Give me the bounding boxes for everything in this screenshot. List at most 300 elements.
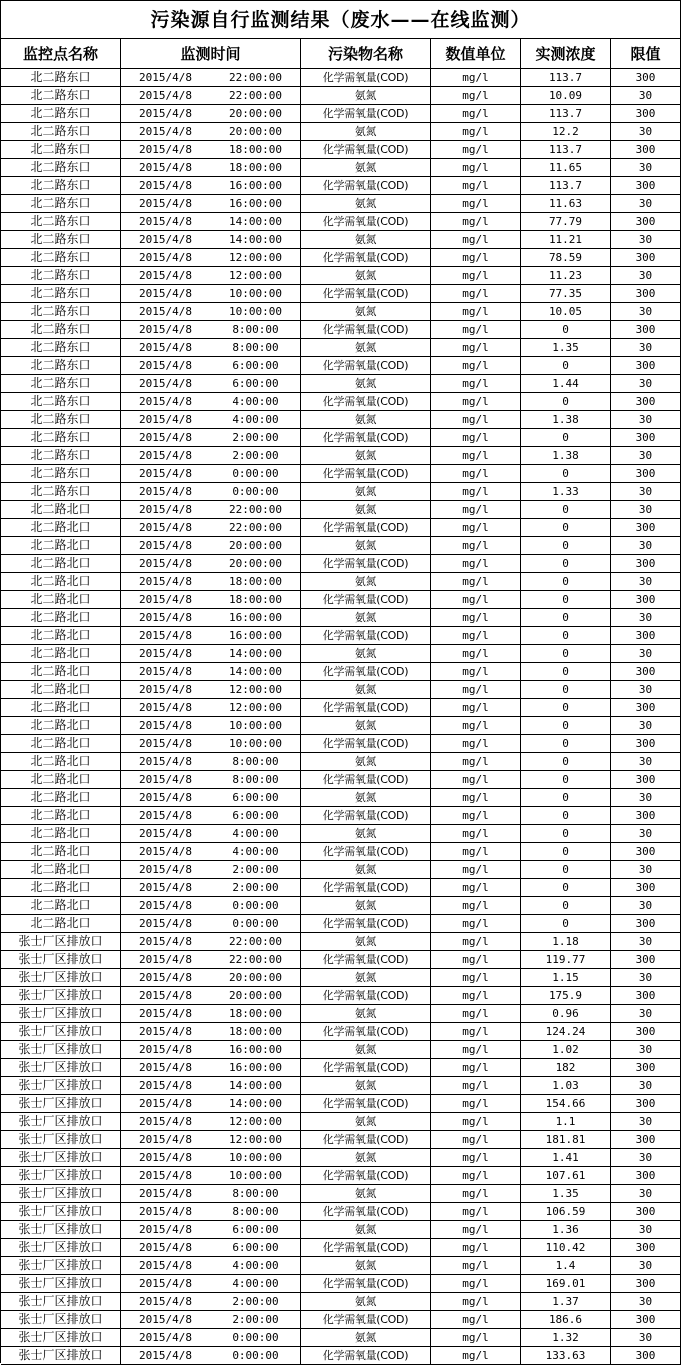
cell-date: 2015/4/8: [121, 231, 211, 249]
cell-pollutant: 化学需氧量(COD): [301, 555, 431, 573]
cell-value: 110.42: [521, 1239, 611, 1257]
cell-date: 2015/4/8: [121, 933, 211, 951]
table-row: [1, 897, 681, 915]
cell-limit: 30: [611, 1329, 681, 1347]
cell-value: 133.63: [521, 1347, 611, 1365]
cell-time: 2:00:00: [211, 1293, 301, 1311]
cell-limit: 300: [611, 69, 681, 87]
cell-pollutant: 氨氮: [301, 609, 431, 627]
cell-limit: 30: [611, 825, 681, 843]
table-row: [1, 555, 681, 573]
cell-date: 2015/4/8: [121, 897, 211, 915]
cell-date: 2015/4/8: [121, 753, 211, 771]
cell-time: 22:00:00: [211, 69, 301, 87]
table-row: [1, 1149, 681, 1167]
cell-unit: mg/l: [431, 1095, 521, 1113]
cell-time: 22:00:00: [211, 87, 301, 105]
cell-time: 0:00:00: [211, 1329, 301, 1347]
cell-limit: 300: [611, 555, 681, 573]
cell-site: 张士厂区排放口: [1, 1095, 121, 1113]
cell-unit: mg/l: [431, 573, 521, 591]
cell-pollutant: 化学需氧量(COD): [301, 735, 431, 753]
cell-site: 北二路北口: [1, 519, 121, 537]
cell-value: 11.23: [521, 267, 611, 285]
cell-value: 0: [521, 915, 611, 933]
cell-pollutant: 氨氮: [301, 501, 431, 519]
table-row: [1, 717, 681, 735]
cell-unit: mg/l: [431, 951, 521, 969]
table-row: [1, 1221, 681, 1239]
cell-limit: 300: [611, 987, 681, 1005]
cell-value: 10.05: [521, 303, 611, 321]
cell-limit: 300: [611, 285, 681, 303]
table-row: [1, 483, 681, 501]
cell-site: 北二路北口: [1, 609, 121, 627]
table-row: [1, 735, 681, 753]
cell-time: 4:00:00: [211, 825, 301, 843]
cell-limit: 300: [611, 1131, 681, 1149]
cell-value: 0: [521, 555, 611, 573]
cell-site: 张士厂区排放口: [1, 1185, 121, 1203]
cell-time: 8:00:00: [211, 321, 301, 339]
cell-site: 张士厂区排放口: [1, 1167, 121, 1185]
cell-limit: 300: [611, 1311, 681, 1329]
cell-time: 16:00:00: [211, 609, 301, 627]
cell-time: 12:00:00: [211, 267, 301, 285]
cell-unit: mg/l: [431, 1221, 521, 1239]
cell-time: 14:00:00: [211, 645, 301, 663]
cell-date: 2015/4/8: [121, 339, 211, 357]
cell-value: 77.79: [521, 213, 611, 231]
cell-limit: 30: [611, 753, 681, 771]
cell-site: 张士厂区排放口: [1, 1005, 121, 1023]
cell-value: 1.37: [521, 1293, 611, 1311]
cell-limit: 30: [611, 501, 681, 519]
table-row: [1, 915, 681, 933]
cell-site: 北二路东口: [1, 87, 121, 105]
cell-pollutant: 化学需氧量(COD): [301, 1347, 431, 1365]
table-row: [1, 645, 681, 663]
cell-pollutant: 氨氮: [301, 1221, 431, 1239]
cell-pollutant: 氨氮: [301, 861, 431, 879]
cell-date: 2015/4/8: [121, 375, 211, 393]
cell-unit: mg/l: [431, 1131, 521, 1149]
cell-pollutant: 氨氮: [301, 447, 431, 465]
cell-site: 北二路北口: [1, 897, 121, 915]
cell-time: 6:00:00: [211, 807, 301, 825]
cell-time: 10:00:00: [211, 303, 301, 321]
cell-date: 2015/4/8: [121, 969, 211, 987]
table-row: [1, 447, 681, 465]
cell-site: 张士厂区排放口: [1, 1077, 121, 1095]
cell-site: 张士厂区排放口: [1, 933, 121, 951]
table-row: [1, 393, 681, 411]
cell-time: 4:00:00: [211, 1257, 301, 1275]
cell-date: 2015/4/8: [121, 735, 211, 753]
cell-time: 10:00:00: [211, 717, 301, 735]
cell-pollutant: 氨氮: [301, 1329, 431, 1347]
table-header: [1, 39, 681, 69]
cell-unit: mg/l: [431, 555, 521, 573]
cell-limit: 30: [611, 861, 681, 879]
cell-date: 2015/4/8: [121, 717, 211, 735]
cell-unit: mg/l: [431, 447, 521, 465]
table-row: [1, 141, 681, 159]
cell-value: 0: [521, 645, 611, 663]
cell-time: 8:00:00: [211, 771, 301, 789]
cell-date: 2015/4/8: [121, 1023, 211, 1041]
cell-value: 1.32: [521, 1329, 611, 1347]
cell-value: 1.38: [521, 411, 611, 429]
table-row: [1, 771, 681, 789]
cell-date: 2015/4/8: [121, 519, 211, 537]
cell-unit: mg/l: [431, 735, 521, 753]
cell-pollutant: 化学需氧量(COD): [301, 393, 431, 411]
cell-date: 2015/4/8: [121, 1095, 211, 1113]
cell-date: 2015/4/8: [121, 159, 211, 177]
cell-date: 2015/4/8: [121, 501, 211, 519]
cell-site: 张士厂区排放口: [1, 1329, 121, 1347]
cell-date: 2015/4/8: [121, 447, 211, 465]
cell-unit: mg/l: [431, 213, 521, 231]
cell-unit: mg/l: [431, 411, 521, 429]
cell-date: 2015/4/8: [121, 1167, 211, 1185]
cell-value: 0: [521, 681, 611, 699]
cell-value: 1.35: [521, 339, 611, 357]
cell-value: 1.4: [521, 1257, 611, 1275]
cell-time: 14:00:00: [211, 1077, 301, 1095]
table-row: [1, 537, 681, 555]
cell-unit: mg/l: [431, 915, 521, 933]
table-row: [1, 879, 681, 897]
cell-pollutant: 化学需氧量(COD): [301, 105, 431, 123]
cell-date: 2015/4/8: [121, 1311, 211, 1329]
cell-pollutant: 氨氮: [301, 789, 431, 807]
cell-site: 张士厂区排放口: [1, 1347, 121, 1365]
cell-unit: mg/l: [431, 753, 521, 771]
table-row: [1, 339, 681, 357]
cell-value: 0: [521, 771, 611, 789]
cell-unit: mg/l: [431, 1149, 521, 1167]
cell-time: 18:00:00: [211, 159, 301, 177]
cell-site: 北二路北口: [1, 645, 121, 663]
cell-value: 11.63: [521, 195, 611, 213]
cell-pollutant: 化学需氧量(COD): [301, 141, 431, 159]
cell-value: 0: [521, 537, 611, 555]
cell-site: 张士厂区排放口: [1, 1131, 121, 1149]
cell-limit: 30: [611, 609, 681, 627]
table-row: [1, 123, 681, 141]
cell-unit: mg/l: [431, 807, 521, 825]
table-row: [1, 1113, 681, 1131]
cell-unit: mg/l: [431, 897, 521, 915]
cell-date: 2015/4/8: [121, 699, 211, 717]
cell-unit: mg/l: [431, 159, 521, 177]
cell-value: 113.7: [521, 141, 611, 159]
cell-site: 张士厂区排放口: [1, 969, 121, 987]
cell-date: 2015/4/8: [121, 1239, 211, 1257]
cell-site: 张士厂区排放口: [1, 1293, 121, 1311]
table-row: [1, 807, 681, 825]
cell-unit: mg/l: [431, 141, 521, 159]
header-site: 监控点名称: [1, 39, 121, 69]
cell-unit: mg/l: [431, 465, 521, 483]
cell-site: 北二路东口: [1, 357, 121, 375]
cell-unit: mg/l: [431, 825, 521, 843]
cell-date: 2015/4/8: [121, 1131, 211, 1149]
cell-unit: mg/l: [431, 1023, 521, 1041]
cell-value: 0: [521, 843, 611, 861]
cell-limit: 300: [611, 429, 681, 447]
table-row: [1, 1167, 681, 1185]
cell-site: 北二路北口: [1, 537, 121, 555]
cell-limit: 30: [611, 1257, 681, 1275]
table-row: [1, 501, 681, 519]
cell-limit: 300: [611, 1239, 681, 1257]
cell-time: 12:00:00: [211, 1131, 301, 1149]
cell-limit: 300: [611, 105, 681, 123]
cell-limit: 30: [611, 1113, 681, 1131]
cell-value: 0: [521, 879, 611, 897]
table-row: [1, 861, 681, 879]
cell-limit: 300: [611, 807, 681, 825]
cell-value: 0: [521, 429, 611, 447]
cell-pollutant: 氨氮: [301, 825, 431, 843]
cell-pollutant: 氨氮: [301, 933, 431, 951]
cell-time: 10:00:00: [211, 1167, 301, 1185]
cell-limit: 30: [611, 1185, 681, 1203]
cell-site: 北二路北口: [1, 501, 121, 519]
cell-pollutant: 氨氮: [301, 753, 431, 771]
cell-limit: 300: [611, 1167, 681, 1185]
cell-site: 北二路北口: [1, 843, 121, 861]
cell-time: 20:00:00: [211, 105, 301, 123]
cell-unit: mg/l: [431, 1329, 521, 1347]
cell-time: 0:00:00: [211, 465, 301, 483]
cell-value: 113.7: [521, 69, 611, 87]
cell-time: 20:00:00: [211, 537, 301, 555]
cell-pollutant: 氨氮: [301, 1257, 431, 1275]
cell-value: 1.33: [521, 483, 611, 501]
cell-time: 18:00:00: [211, 1005, 301, 1023]
cell-time: 10:00:00: [211, 285, 301, 303]
cell-limit: 300: [611, 915, 681, 933]
cell-pollutant: 化学需氧量(COD): [301, 69, 431, 87]
cell-time: 12:00:00: [211, 699, 301, 717]
cell-value: 154.66: [521, 1095, 611, 1113]
cell-time: 20:00:00: [211, 555, 301, 573]
cell-date: 2015/4/8: [121, 987, 211, 1005]
cell-limit: 300: [611, 1095, 681, 1113]
cell-unit: mg/l: [431, 771, 521, 789]
cell-date: 2015/4/8: [121, 1257, 211, 1275]
cell-date: 2015/4/8: [121, 879, 211, 897]
cell-limit: 30: [611, 789, 681, 807]
cell-limit: 30: [611, 411, 681, 429]
cell-unit: mg/l: [431, 87, 521, 105]
cell-limit: 30: [611, 681, 681, 699]
cell-pollutant: 氨氮: [301, 1149, 431, 1167]
table-row: [1, 1023, 681, 1041]
cell-unit: mg/l: [431, 429, 521, 447]
cell-unit: mg/l: [431, 537, 521, 555]
cell-site: 北二路东口: [1, 231, 121, 249]
cell-pollutant: 化学需氧量(COD): [301, 843, 431, 861]
cell-date: 2015/4/8: [121, 105, 211, 123]
cell-time: 2:00:00: [211, 879, 301, 897]
cell-site: 北二路东口: [1, 213, 121, 231]
cell-value: 0: [521, 573, 611, 591]
cell-pollutant: 化学需氧量(COD): [301, 321, 431, 339]
table-row: [1, 1257, 681, 1275]
cell-site: 张士厂区排放口: [1, 1041, 121, 1059]
cell-value: 0: [521, 753, 611, 771]
cell-site: 北二路北口: [1, 771, 121, 789]
cell-pollutant: 氨氮: [301, 483, 431, 501]
cell-date: 2015/4/8: [121, 285, 211, 303]
cell-unit: mg/l: [431, 321, 521, 339]
cell-site: 北二路北口: [1, 861, 121, 879]
cell-time: 6:00:00: [211, 1239, 301, 1257]
cell-pollutant: 化学需氧量(COD): [301, 213, 431, 231]
cell-date: 2015/4/8: [121, 267, 211, 285]
cell-pollutant: 氨氮: [301, 87, 431, 105]
table-row: [1, 519, 681, 537]
table-row: [1, 285, 681, 303]
table-row: [1, 573, 681, 591]
cell-time: 18:00:00: [211, 1023, 301, 1041]
cell-pollutant: 氨氮: [301, 411, 431, 429]
cell-limit: 300: [611, 177, 681, 195]
cell-site: 北二路东口: [1, 447, 121, 465]
cell-pollutant: 化学需氧量(COD): [301, 249, 431, 267]
cell-unit: mg/l: [431, 267, 521, 285]
cell-unit: mg/l: [431, 285, 521, 303]
table-row: [1, 987, 681, 1005]
cell-date: 2015/4/8: [121, 123, 211, 141]
cell-unit: mg/l: [431, 177, 521, 195]
cell-limit: 300: [611, 321, 681, 339]
cell-site: 北二路北口: [1, 789, 121, 807]
cell-site: 张士厂区排放口: [1, 1257, 121, 1275]
cell-time: 4:00:00: [211, 393, 301, 411]
cell-site: 北二路东口: [1, 177, 121, 195]
cell-time: 14:00:00: [211, 1095, 301, 1113]
cell-pollutant: 氨氮: [301, 267, 431, 285]
header-value: 实测浓度: [521, 39, 611, 69]
cell-time: 20:00:00: [211, 969, 301, 987]
cell-site: 张士厂区排放口: [1, 1059, 121, 1077]
cell-unit: mg/l: [431, 1257, 521, 1275]
cell-limit: 30: [611, 231, 681, 249]
cell-value: 11.21: [521, 231, 611, 249]
cell-date: 2015/4/8: [121, 1059, 211, 1077]
table-row: [1, 303, 681, 321]
cell-limit: 30: [611, 303, 681, 321]
cell-pollutant: 氨氮: [301, 159, 431, 177]
cell-site: 北二路东口: [1, 285, 121, 303]
cell-pollutant: 化学需氧量(COD): [301, 429, 431, 447]
cell-unit: mg/l: [431, 249, 521, 267]
cell-pollutant: 化学需氧量(COD): [301, 1311, 431, 1329]
cell-limit: 30: [611, 1005, 681, 1023]
cell-value: 0: [521, 501, 611, 519]
cell-pollutant: 化学需氧量(COD): [301, 915, 431, 933]
cell-pollutant: 化学需氧量(COD): [301, 771, 431, 789]
cell-time: 0:00:00: [211, 915, 301, 933]
cell-pollutant: 氨氮: [301, 375, 431, 393]
table-row: [1, 1311, 681, 1329]
cell-time: 18:00:00: [211, 573, 301, 591]
cell-time: 4:00:00: [211, 1275, 301, 1293]
cell-site: 北二路东口: [1, 465, 121, 483]
cell-date: 2015/4/8: [121, 807, 211, 825]
cell-value: 78.59: [521, 249, 611, 267]
cell-site: 北二路东口: [1, 339, 121, 357]
cell-pollutant: 化学需氧量(COD): [301, 519, 431, 537]
cell-pollutant: 化学需氧量(COD): [301, 1131, 431, 1149]
cell-limit: 30: [611, 717, 681, 735]
cell-time: 8:00:00: [211, 1185, 301, 1203]
cell-limit: 30: [611, 933, 681, 951]
table-row: [1, 1095, 681, 1113]
cell-site: 北二路东口: [1, 303, 121, 321]
cell-value: 0: [521, 465, 611, 483]
cell-pollutant: 氨氮: [301, 681, 431, 699]
cell-limit: 30: [611, 537, 681, 555]
table-row: [1, 1275, 681, 1293]
cell-time: 2:00:00: [211, 1311, 301, 1329]
cell-time: 6:00:00: [211, 1221, 301, 1239]
cell-site: 北二路北口: [1, 879, 121, 897]
cell-time: 12:00:00: [211, 1113, 301, 1131]
cell-site: 张士厂区排放口: [1, 951, 121, 969]
cell-site: 北二路东口: [1, 483, 121, 501]
cell-time: 12:00:00: [211, 681, 301, 699]
cell-time: 2:00:00: [211, 429, 301, 447]
cell-date: 2015/4/8: [121, 483, 211, 501]
cell-value: 182: [521, 1059, 611, 1077]
cell-unit: mg/l: [431, 609, 521, 627]
cell-limit: 30: [611, 573, 681, 591]
cell-date: 2015/4/8: [121, 537, 211, 555]
cell-site: 张士厂区排放口: [1, 1275, 121, 1293]
cell-time: 0:00:00: [211, 483, 301, 501]
cell-site: 张士厂区排放口: [1, 1203, 121, 1221]
cell-site: 北二路东口: [1, 69, 121, 87]
cell-site: 北二路北口: [1, 591, 121, 609]
cell-time: 0:00:00: [211, 897, 301, 915]
cell-date: 2015/4/8: [121, 771, 211, 789]
cell-site: 北二路北口: [1, 663, 121, 681]
cell-value: 1.02: [521, 1041, 611, 1059]
cell-site: 张士厂区排放口: [1, 1113, 121, 1131]
cell-value: 186.6: [521, 1311, 611, 1329]
cell-value: 0: [521, 825, 611, 843]
cell-limit: 300: [611, 1059, 681, 1077]
cell-unit: mg/l: [431, 501, 521, 519]
cell-unit: mg/l: [431, 1059, 521, 1077]
cell-unit: mg/l: [431, 1239, 521, 1257]
cell-value: 175.9: [521, 987, 611, 1005]
cell-date: 2015/4/8: [121, 645, 211, 663]
cell-unit: mg/l: [431, 519, 521, 537]
cell-pollutant: 化学需氧量(COD): [301, 663, 431, 681]
cell-limit: 30: [611, 483, 681, 501]
cell-unit: mg/l: [431, 699, 521, 717]
cell-time: 2:00:00: [211, 861, 301, 879]
cell-time: 16:00:00: [211, 177, 301, 195]
